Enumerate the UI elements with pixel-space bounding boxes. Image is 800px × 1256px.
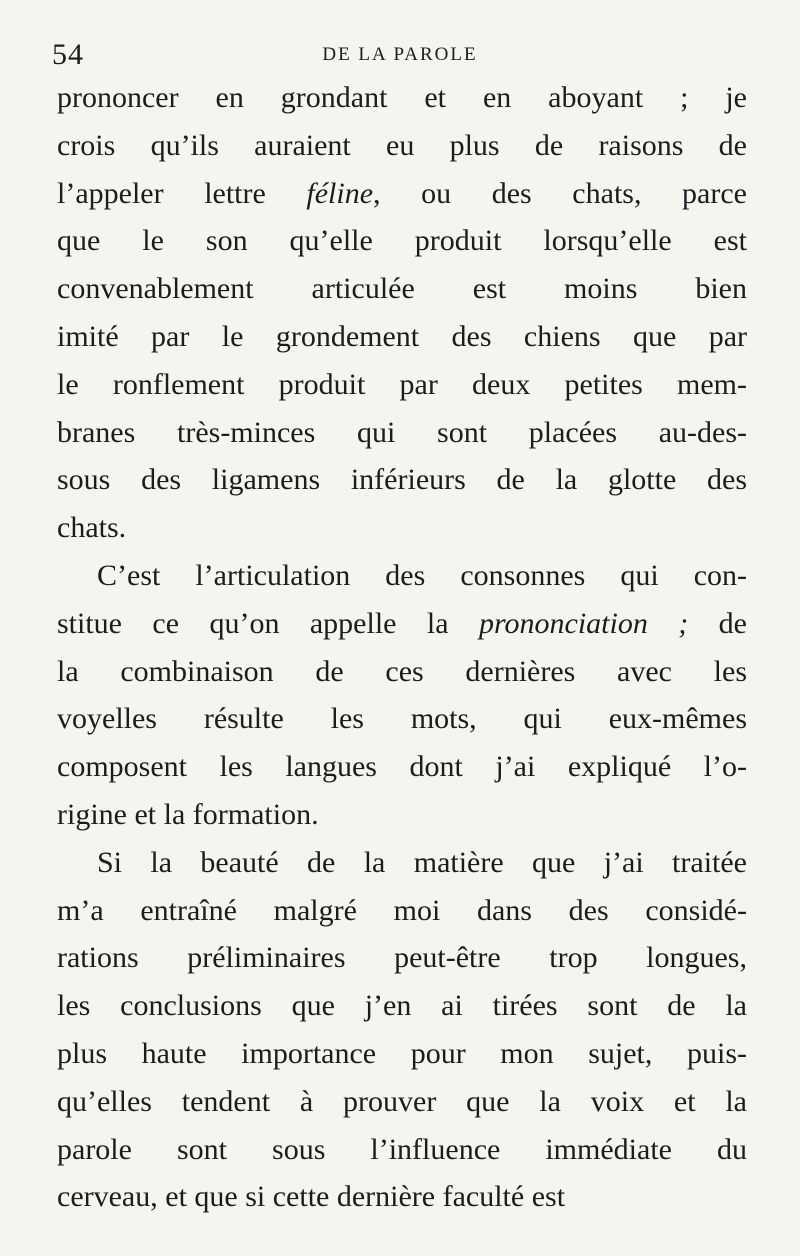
text-run: C’est l’articulation des consonnes qui con- (97, 558, 747, 592)
text-run: plus haute importance pour mon sujet, puis- (57, 1036, 747, 1070)
paragraph (57, 552, 747, 839)
text-line (57, 361, 747, 409)
text-run: que le son qu’elle produit lorsqu’elle est (57, 224, 747, 258)
text-run: rations préliminaires peut-être trop longues, (57, 941, 747, 975)
text-line (57, 1078, 747, 1126)
text-line (57, 1173, 747, 1221)
text-line (57, 170, 747, 218)
text-run: , ou des chats, parce (373, 176, 747, 210)
text-run: les conclusions que j’en ai tirées sont de la (57, 989, 747, 1023)
text-line (57, 552, 747, 600)
text-line (57, 839, 747, 887)
text-line (57, 122, 747, 170)
text-run: branes très-minces qui sont placées au-des- (57, 415, 747, 449)
text-run: la combinaison de ces dernières avec les (57, 654, 747, 688)
text-run: de (688, 606, 747, 640)
text-run: cerveau, et que si cette dernière faculté est (57, 1180, 566, 1214)
body-text (57, 74, 747, 1221)
running-title: DE LA PAROLE (322, 44, 478, 65)
text-line (57, 313, 747, 361)
text-run: qu’elles tendent à prouver que la voix et la (57, 1084, 747, 1118)
text-run: l’appeler lettre (57, 176, 307, 210)
text-line (57, 648, 747, 696)
text-line (57, 265, 747, 313)
text-line (57, 456, 747, 504)
text-run: parole sont sous l’influence immédiate du (57, 1132, 747, 1166)
text-run: rigine et la formation. (57, 797, 319, 831)
text-run: composent les langues dont j’ai expliqué l’o- (57, 750, 747, 784)
text-line (57, 1126, 747, 1174)
text-line (57, 74, 747, 122)
text-run: Si la beauté de la matière que j’ai traitée (97, 845, 747, 879)
text-run: convenablement articulée est moins bien (57, 272, 747, 306)
text-line (57, 217, 747, 265)
text-line (57, 982, 747, 1030)
text-run: sous des ligamens inférieurs de la glotte des (57, 463, 747, 497)
paragraph (57, 839, 747, 1221)
italic-term: féline (306, 176, 374, 210)
text-run: chats. (57, 511, 127, 545)
text-run: imité par le grondement des chiens que par (57, 319, 747, 353)
text-run: stitue ce qu’on appelle la (57, 606, 479, 640)
text-line (57, 409, 747, 457)
text-run: m’a entraîné malgré moi dans des considé- (57, 893, 747, 927)
text-line (57, 791, 747, 839)
text-line (57, 1030, 747, 1078)
text-line (57, 695, 747, 743)
text-line (57, 743, 747, 791)
text-run: prononcer en grondant et en aboyant ; je (57, 81, 747, 114)
page-number: 54 (52, 38, 84, 71)
text-run: voyelles résulte les mots, qui eux-mêmes (57, 702, 747, 736)
text-run: crois qu’ils auraient eu plus de raisons de (57, 128, 747, 162)
paragraph (57, 74, 747, 552)
text-run: le ronflement produit par deux petites mem- (57, 367, 747, 401)
italic-term: prononciation ; (478, 606, 689, 640)
text-line (57, 934, 747, 982)
text-line (57, 600, 747, 648)
text-line (57, 887, 747, 935)
text-line (57, 504, 747, 552)
